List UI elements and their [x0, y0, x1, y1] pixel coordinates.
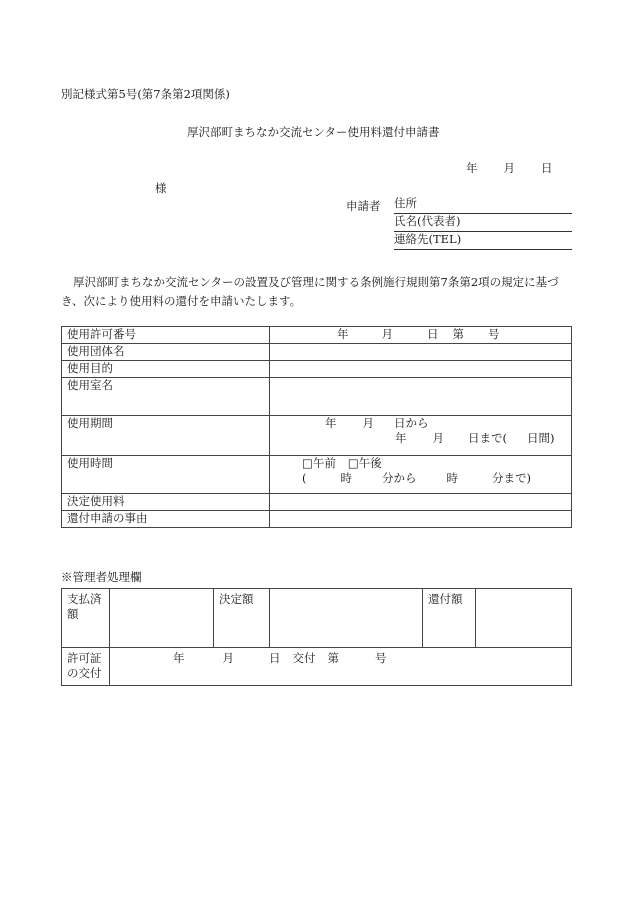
period-month: 月: [362, 416, 374, 430]
label-room: 使用室名: [62, 378, 270, 416]
admin-paid-line2: 額: [67, 606, 79, 621]
admin-caption: ※管理者処理欄: [61, 570, 142, 584]
admin-permit-line1: 許可証: [67, 651, 102, 665]
time-from: 分から: [382, 470, 417, 485]
admin-refund-value: [476, 589, 572, 648]
time-am-checkbox[interactable]: □午前: [302, 456, 336, 470]
time-open-paren: (: [302, 470, 307, 485]
admin-dai: 第: [327, 651, 339, 665]
row-purpose: [62, 361, 572, 378]
admin-table: [61, 588, 572, 686]
time-pm-checkbox[interactable]: □午後: [347, 456, 382, 470]
period-month-end: 月: [432, 430, 444, 445]
permit-dai: 第: [452, 327, 464, 341]
permit-month: 月: [381, 327, 393, 341]
date-month: 月: [503, 161, 515, 175]
row-reason: [62, 511, 572, 528]
admin-month: 月: [222, 651, 234, 665]
permit-year: 年: [337, 327, 349, 341]
admin-refund-label: 還付額: [423, 589, 476, 648]
row-period: [62, 416, 572, 456]
row-time: [62, 456, 572, 494]
label-purpose: 使用目的: [62, 361, 270, 378]
admin-permit-line2: の交付: [67, 665, 102, 680]
applicant-address: 住所: [394, 196, 572, 214]
period-from: 日から: [394, 416, 429, 430]
label-fee: 決定使用料: [62, 494, 270, 511]
admin-permit-value: [110, 648, 572, 686]
admin-decided-value: [270, 589, 423, 648]
row-room: [62, 378, 572, 416]
label-permit-number: 使用許可番号: [62, 327, 270, 344]
time-hour: 時: [340, 470, 352, 485]
row-group-name: [62, 344, 572, 361]
value-period: [270, 416, 572, 456]
applicant-contact: 連絡先(TEL): [394, 232, 572, 250]
time-until: 分まで): [492, 470, 531, 485]
row-fee: [62, 494, 572, 511]
document-title: 厚沢部町まちなか交流センター使用料還付申請書: [187, 125, 440, 139]
date-day: 日: [541, 161, 553, 175]
admin-paid-label: [62, 589, 110, 648]
permit-day: 日: [427, 327, 439, 341]
period-until: 日まで(: [468, 430, 507, 445]
value-permit-number: [270, 327, 572, 344]
period-days: 日間): [527, 430, 555, 445]
permit-go: 号: [488, 327, 500, 341]
admin-paid-value: [110, 589, 214, 648]
value-reason: [270, 511, 572, 528]
applicant-name: 氏名(代表者): [394, 214, 572, 232]
form-reference: 別記様式第5号(第7条第2項関係): [61, 87, 230, 101]
time-hour-end: 時: [446, 470, 458, 485]
label-group-name: 使用団体名: [62, 344, 270, 361]
admin-row-amounts: [62, 589, 572, 648]
admin-year: 年: [173, 651, 185, 665]
label-reason: 還付申請の事由: [62, 511, 270, 528]
body-line-1: 厚沢部町まちなか交流センターの設置及び管理に関する条例施行規則第7条第2項の規定に基づ: [73, 275, 559, 289]
label-time: 使用時間: [62, 456, 270, 494]
value-purpose: [270, 361, 572, 378]
value-room: [270, 378, 572, 416]
admin-paid-line1: 支払済: [67, 592, 102, 606]
value-time: [270, 456, 572, 494]
date-year: 年: [466, 161, 478, 175]
admin-permit-label: [62, 648, 110, 686]
label-period: 使用期間: [62, 416, 270, 456]
row-permit-number: [62, 327, 572, 344]
body-line-2: き、次により使用料の還付を申請いたします。: [61, 294, 302, 308]
applicant-fields: [394, 196, 572, 250]
period-year: 年: [325, 416, 337, 430]
value-group-name: [270, 344, 572, 361]
admin-day: 日: [269, 651, 281, 665]
admin-decided-label: 決定額: [214, 589, 270, 648]
admin-row-permit: [62, 648, 572, 686]
admin-go: 号: [375, 651, 387, 665]
date-line: [466, 161, 553, 176]
value-fee: [270, 494, 572, 511]
admin-issue: 交付: [292, 651, 316, 665]
period-year-end: 年: [395, 430, 407, 445]
addressee-honorific: 様: [155, 181, 167, 195]
applicant-label: 申請者: [346, 199, 381, 213]
application-table: [61, 326, 572, 528]
